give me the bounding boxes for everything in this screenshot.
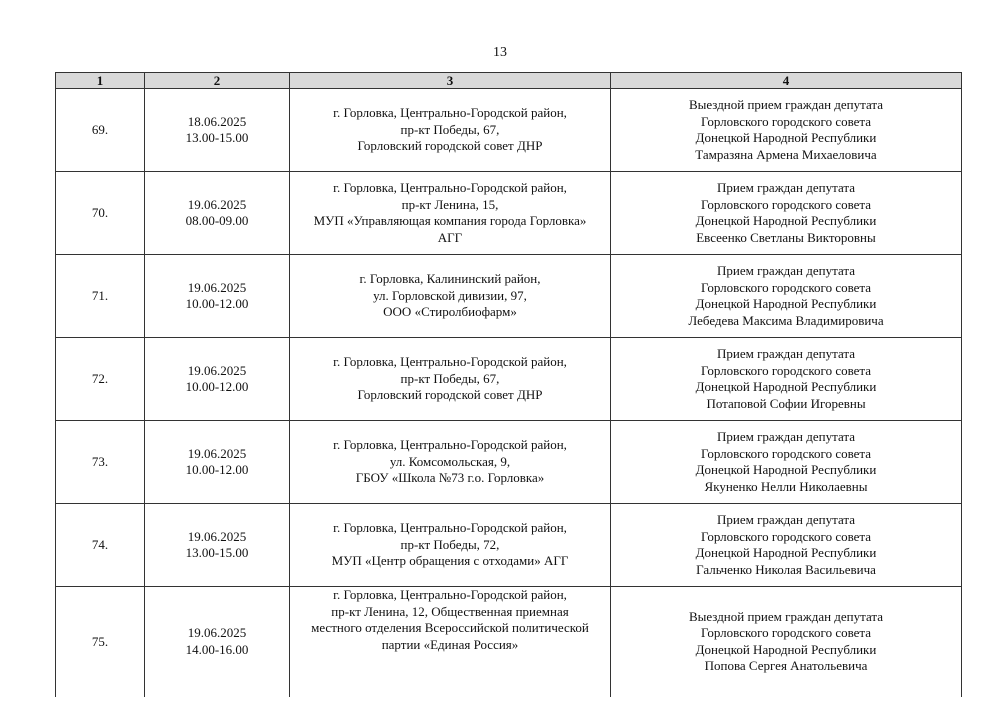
datetime-cell xyxy=(145,587,290,697)
location-cell xyxy=(290,587,611,697)
date-text: 19.06.2025 xyxy=(187,528,247,544)
location-line: пр-кт Победы, 67, xyxy=(400,370,500,386)
row-number: 70. xyxy=(56,172,145,255)
table-row xyxy=(56,338,962,421)
datetime-cell xyxy=(145,172,290,255)
location-line: ул. Комсомольская, 9, xyxy=(389,453,511,469)
table-row xyxy=(56,421,962,504)
table-row xyxy=(56,172,962,255)
page-number: 13 xyxy=(493,45,507,60)
event-line: Донецкой Народной Республики xyxy=(695,641,877,657)
table-header-row xyxy=(56,73,962,89)
location-cell xyxy=(290,255,611,338)
column-header-event: 4 xyxy=(611,73,962,89)
date-text: 19.06.2025 xyxy=(187,279,247,295)
column-header-location: 3 xyxy=(290,73,611,89)
table-body xyxy=(56,89,962,697)
date-text: 18.06.2025 xyxy=(187,113,247,129)
event-line: Прием граждан депутата xyxy=(717,180,855,195)
date-text: 19.06.2025 xyxy=(187,625,247,641)
location-line: г. Горловка, Центрально-Городской район, xyxy=(333,105,567,121)
date-text: 19.06.2025 xyxy=(187,362,247,378)
location-cell xyxy=(290,172,611,255)
event-cell xyxy=(611,89,962,172)
event-line: Прием граждан депутата xyxy=(717,263,855,278)
event-line: Прием граждан депутата xyxy=(717,512,855,527)
event-line: Выездной прием граждан депутата xyxy=(688,97,884,112)
datetime-cell xyxy=(145,421,290,504)
event-cell xyxy=(611,338,962,421)
time-text: 10.00-12.00 xyxy=(185,296,249,311)
event-cell xyxy=(611,587,962,697)
event-line: Лебедева Максима Владимировича xyxy=(688,312,884,328)
table-row xyxy=(56,587,962,697)
location-line: г. Горловка, Центрально-Городской район, xyxy=(333,520,567,536)
location-line: г. Горловка, Центрально-Городской район, xyxy=(333,437,567,453)
row-number: 72. xyxy=(56,338,145,421)
time-text: 13.00-15.00 xyxy=(185,130,249,145)
location-line: г. Горловка, Центрально-Городской район, xyxy=(333,354,567,370)
time-text: 13.00-15.00 xyxy=(185,545,249,560)
event-line: Прием граждан депутата xyxy=(717,346,855,361)
event-cell xyxy=(611,504,962,587)
location-line: пр-кт Ленина, 15, xyxy=(401,196,499,212)
event-line: Горловского городского совета xyxy=(700,196,872,212)
column-header-datetime: 2 xyxy=(145,73,290,89)
location-line: пр-кт Победы, 67, xyxy=(400,121,500,137)
event-line: Попова Сергея Анатольевича xyxy=(704,658,868,674)
row-number: 73. xyxy=(56,421,145,504)
table-row xyxy=(56,504,962,587)
location-cell xyxy=(290,421,611,504)
datetime-cell xyxy=(145,255,290,338)
location-line: МУП «Центр обращения с отходами» АГГ xyxy=(331,553,569,569)
location-line: ГБОУ «Школа №73 г.о. Горловка» xyxy=(355,470,545,486)
location-line: МУП «Управляющая компания города Горловка» xyxy=(313,213,587,228)
event-line: Потаповой Софии Игоревны xyxy=(706,395,866,411)
event-line: Прием граждан депутата xyxy=(717,429,855,444)
date-text: 19.06.2025 xyxy=(187,445,247,461)
location-line: г. Горловка, Центрально-Городской район, xyxy=(333,180,567,195)
location-line: ул. Горловской дивизии, 97, xyxy=(373,287,527,303)
event-line: Донецкой Народной Республики xyxy=(695,130,877,145)
table-row xyxy=(56,89,962,172)
location-line: ООО «Стиролбиофарм» xyxy=(383,304,517,320)
location-line: г. Горловка, Калининский район, xyxy=(359,271,541,287)
event-line: Тамразяна Армена Михаеловича xyxy=(695,146,877,162)
event-line: Якуненко Нелли Николаевны xyxy=(704,478,868,494)
event-line: Горловского городского совета xyxy=(700,528,872,544)
location-line: Горловский городской совет ДНР xyxy=(357,387,543,403)
event-cell xyxy=(611,172,962,255)
location-cell xyxy=(290,338,611,421)
event-cell xyxy=(611,421,962,504)
location-line: партии «Единая Россия» xyxy=(381,636,519,652)
event-line: Горловского городского совета xyxy=(700,362,872,378)
time-text: 10.00-12.00 xyxy=(185,462,249,477)
event-line: Евсеенко Светланы Викторовны xyxy=(696,229,876,245)
date-text: 19.06.2025 xyxy=(187,196,247,212)
datetime-cell xyxy=(145,504,290,587)
time-text: 14.00-16.00 xyxy=(185,641,249,657)
table-row xyxy=(56,255,962,338)
location-line: местного отделения Всероссийской политической xyxy=(311,620,589,635)
event-line: Выездной прием граждан депутата xyxy=(688,608,884,624)
location-line: пр-кт Ленина, 12, Общественная приемная xyxy=(331,603,569,619)
event-cell xyxy=(611,255,962,338)
location-line: АГГ xyxy=(437,229,463,245)
row-number: 74. xyxy=(56,504,145,587)
datetime-cell xyxy=(145,338,290,421)
location-line: Горловский городской совет ДНР xyxy=(357,138,543,154)
event-line: Горловского городского совета xyxy=(700,625,872,641)
event-line: Гальченко Николая Васильевича xyxy=(696,561,876,577)
event-line: Донецкой Народной Республики xyxy=(695,462,877,477)
datetime-cell xyxy=(145,89,290,172)
event-line: Донецкой Народной Республики xyxy=(695,379,877,394)
time-text: 08.00-09.00 xyxy=(185,213,249,228)
row-number: 75. xyxy=(56,587,145,697)
row-number: 71. xyxy=(56,255,145,338)
location-cell xyxy=(290,89,611,172)
location-line: г. Горловка, Центрально-Городской район, xyxy=(333,587,567,602)
location-line: пр-кт Победы, 72, xyxy=(400,536,500,552)
event-line: Донецкой Народной Республики xyxy=(695,213,877,228)
time-text: 10.00-12.00 xyxy=(185,379,249,394)
location-cell xyxy=(290,504,611,587)
event-line: Донецкой Народной Республики xyxy=(695,296,877,311)
reception-schedule-table xyxy=(55,72,962,697)
column-header-number: 1 xyxy=(56,73,145,89)
row-number: 69. xyxy=(56,89,145,172)
event-line: Донецкой Народной Республики xyxy=(695,545,877,560)
event-line: Горловского городского совета xyxy=(700,445,872,461)
event-line: Горловского городского совета xyxy=(700,113,872,129)
event-line: Горловского городского совета xyxy=(700,279,872,295)
